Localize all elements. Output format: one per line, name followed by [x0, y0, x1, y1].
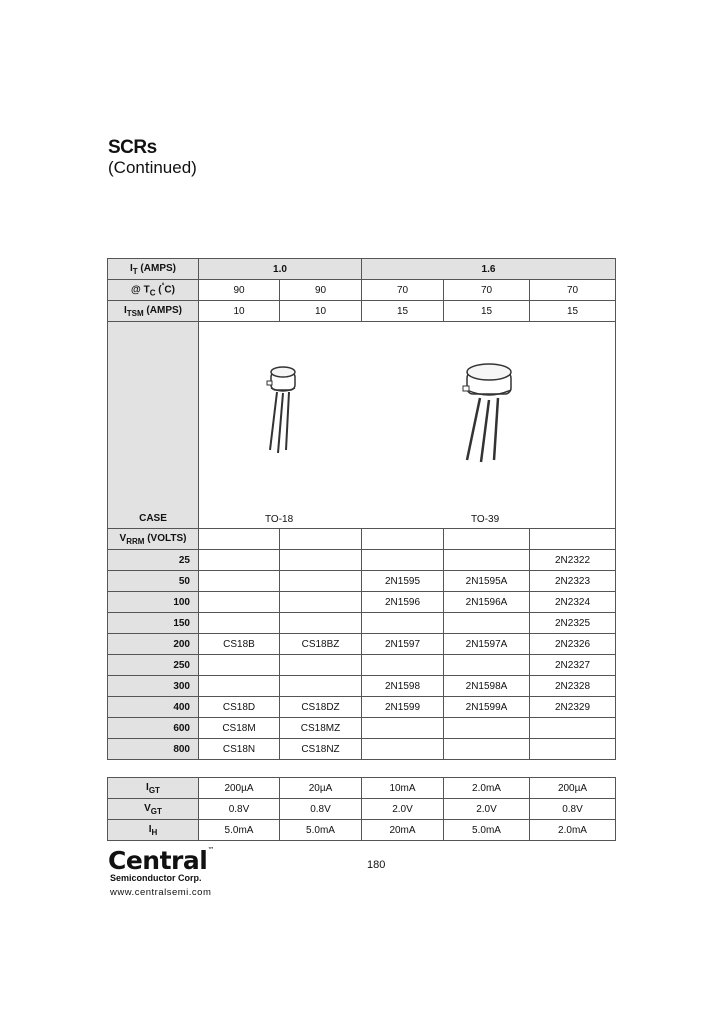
table-row [108, 676, 616, 697]
part-number-cell [444, 739, 530, 760]
part-number-cell [530, 718, 616, 739]
itsm-value: 10 [280, 301, 362, 322]
part-number-cell [280, 613, 362, 634]
page-subtitle: (Continued) [108, 158, 197, 177]
table-row [108, 550, 616, 571]
part-number-cell [444, 613, 530, 634]
igt-row [108, 778, 616, 799]
part-number-cell [280, 592, 362, 613]
itsm-label: $I_{TSM}$ (AMPS) [108, 301, 199, 322]
part-number-cell: CS18D [199, 697, 280, 718]
igt-value: 10mA [362, 778, 444, 799]
part-number-cell: 2N1597A [444, 634, 530, 655]
part-number-cell [280, 571, 362, 592]
company-url[interactable]: www.centralsemi.com [110, 887, 212, 898]
part-number-cell: 2N1598 [362, 676, 444, 697]
voltage-cell: 400 [108, 697, 199, 718]
case-pictures [199, 322, 616, 529]
igt-value: 20µA [280, 778, 362, 799]
page-title: SCRs [108, 137, 157, 158]
table-row [108, 718, 616, 739]
voltage-cell: 150 [108, 613, 199, 634]
part-number-cell: 2N1597 [362, 634, 444, 655]
ih-value: 2.0mA [530, 820, 616, 841]
to18-package-icon [259, 362, 309, 462]
vgt-value: 0.8V [530, 799, 616, 820]
voltage-cell: 250 [108, 655, 199, 676]
part-number-cell [362, 655, 444, 676]
part-number-cell [199, 676, 280, 697]
part-number-cell: 2N1598A [444, 676, 530, 697]
part-number-cell [199, 571, 280, 592]
voltage-cell: 25 [108, 550, 199, 571]
case-row [108, 322, 616, 529]
part-number-cell [362, 550, 444, 571]
part-number-cell [199, 613, 280, 634]
vgt-value: 0.8V [199, 799, 280, 820]
company-name: Semiconductor Corp. [110, 873, 202, 883]
part-number-cell: 2N2323 [530, 571, 616, 592]
case-to39: TO-39 [471, 514, 500, 525]
voltage-cell: 100 [108, 592, 199, 613]
part-number-cell [280, 655, 362, 676]
it-row [108, 259, 616, 280]
voltage-cell: 800 [108, 739, 199, 760]
voltage-cell: 600 [108, 718, 199, 739]
case-label: CASE [139, 513, 167, 524]
igt-label: $I_{GT}$ [108, 778, 199, 799]
vrrm-header-row [108, 529, 616, 550]
part-number-cell [362, 739, 444, 760]
part-number-cell [280, 676, 362, 697]
part-number-cell [199, 592, 280, 613]
part-number-cell [280, 550, 362, 571]
part-number-cell: 2N2325 [530, 613, 616, 634]
part-number-cell: 2N1595 [362, 571, 444, 592]
vgt-label: $V_{GT}$ [108, 799, 199, 820]
trigger-parameters-table [107, 777, 616, 841]
part-number-cell: 2N2327 [530, 655, 616, 676]
it-value-1: 1.0 [199, 259, 362, 280]
part-number-cell: 2N1595A [444, 571, 530, 592]
vgt-value: 2.0V [444, 799, 530, 820]
part-number-cell: CS18M [199, 718, 280, 739]
part-number-cell: 2N2324 [530, 592, 616, 613]
it-value-2: 1.6 [362, 259, 616, 280]
table-row [108, 571, 616, 592]
part-number-cell [199, 550, 280, 571]
tc-value: 70 [362, 280, 444, 301]
vgt-row [108, 799, 616, 820]
voltage-cell: 50 [108, 571, 199, 592]
to39-package-icon [452, 362, 522, 467]
company-logo: Central™ [108, 846, 214, 875]
ih-value: 5.0mA [199, 820, 280, 841]
part-number-cell: 2N1596 [362, 592, 444, 613]
part-number-cell [444, 655, 530, 676]
scr-selection-table [107, 258, 616, 760]
tc-value: 70 [444, 280, 530, 301]
itsm-value: 15 [444, 301, 530, 322]
voltage-rows [108, 550, 616, 760]
table-row [108, 592, 616, 613]
part-number-cell: CS18MZ [280, 718, 362, 739]
part-number-cell: 2N2326 [530, 634, 616, 655]
vrrm-label: $V_{RRM}$ (VOLTS) [108, 529, 199, 550]
voltage-cell: 300 [108, 676, 199, 697]
itsm-value: 15 [530, 301, 616, 322]
it-label: $I_T$ (AMPS) [108, 259, 199, 280]
itsm-value: 10 [199, 301, 280, 322]
part-number-cell: 2N1596A [444, 592, 530, 613]
itsm-row [108, 301, 616, 322]
igt-value: 200µA [530, 778, 616, 799]
page-number: 180 [367, 859, 386, 871]
part-number-cell: CS18N [199, 739, 280, 760]
part-number-cell: 2N1599 [362, 697, 444, 718]
table-row [108, 697, 616, 718]
part-number-cell [530, 739, 616, 760]
part-number-cell: 2N1599A [444, 697, 530, 718]
vgt-value: 0.8V [280, 799, 362, 820]
part-number-cell [444, 550, 530, 571]
igt-value: 2.0mA [444, 778, 530, 799]
tc-row [108, 280, 616, 301]
table-row [108, 655, 616, 676]
table-row [108, 634, 616, 655]
ih-label: $I_H$ [108, 820, 199, 841]
table-row [108, 739, 616, 760]
tc-value: 70 [530, 280, 616, 301]
part-number-cell: CS18DZ [280, 697, 362, 718]
igt-value: 200µA [199, 778, 280, 799]
ih-value: 20mA [362, 820, 444, 841]
part-number-cell: CS18NZ [280, 739, 362, 760]
vgt-value: 2.0V [362, 799, 444, 820]
tc-value: 90 [199, 280, 280, 301]
ih-value: 5.0mA [280, 820, 362, 841]
part-number-cell: CS18B [199, 634, 280, 655]
part-number-cell [362, 718, 444, 739]
table-row [108, 613, 616, 634]
part-number-cell [362, 613, 444, 634]
case-to18: TO-18 [265, 514, 294, 525]
tc-label: @ $T_C$ (°C) [108, 280, 199, 301]
voltage-cell: 200 [108, 634, 199, 655]
ih-value: 5.0mA [444, 820, 530, 841]
part-number-cell [444, 718, 530, 739]
part-number-cell: 2N2328 [530, 676, 616, 697]
ih-row [108, 820, 616, 841]
part-number-cell: CS18BZ [280, 634, 362, 655]
part-number-cell: 2N2322 [530, 550, 616, 571]
itsm-value: 15 [362, 301, 444, 322]
tc-value: 90 [280, 280, 362, 301]
part-number-cell [199, 655, 280, 676]
case-label-cell [108, 322, 199, 529]
part-number-cell: 2N2329 [530, 697, 616, 718]
